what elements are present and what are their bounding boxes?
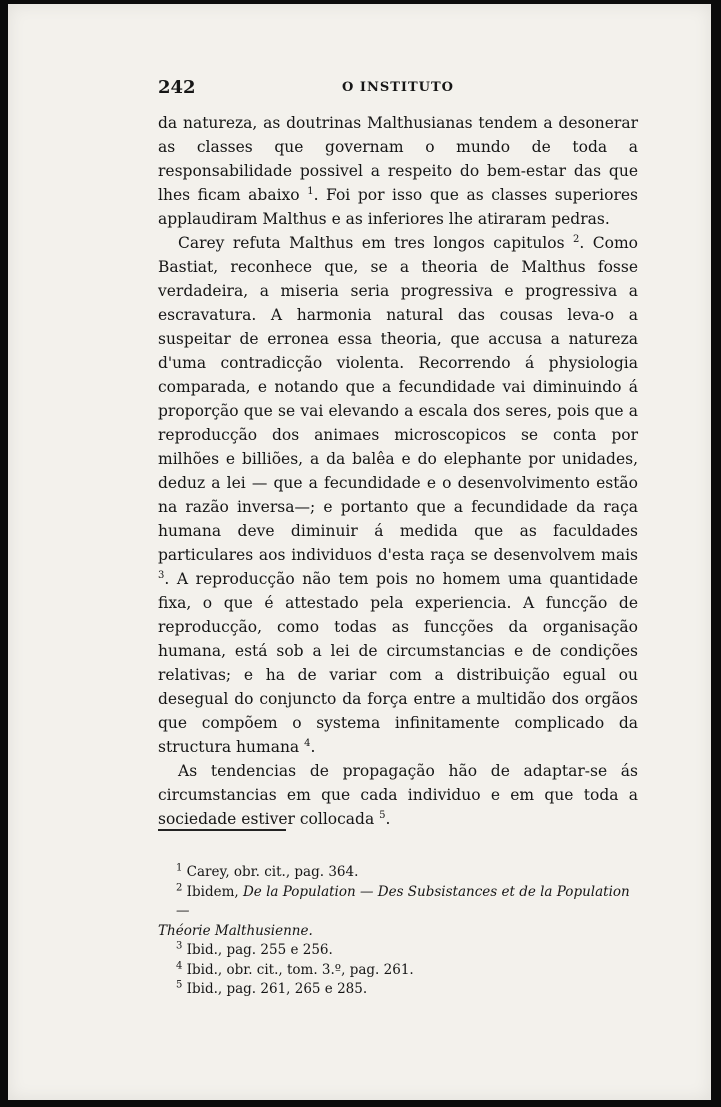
text-run: da natureza, as doutrinas Malthusianas tendem a desonerar as classes que governam o mundo de toda a responsabilidade possivel a respeito do bem-estar das que lhes ficam abaixo [158, 114, 638, 204]
footnote-text: Ibid., obr. cit., tom. 3.º, pag. 261. [186, 961, 414, 978]
page-number: 242 [158, 77, 196, 98]
footnote-number: 4 [176, 960, 183, 971]
footnote-number: 3 [176, 940, 183, 952]
footnote-text: Carey, obr. cit., pag. 364. [186, 864, 359, 880]
footnote-number: 5 [176, 979, 183, 991]
paragraph [158, 759, 638, 831]
footnote-title: Théorie Malthusienne. [158, 922, 313, 939]
footnote-ref: 5 [379, 809, 386, 821]
footnote-number: 2 [176, 882, 183, 893]
text-run: . Foi por isso que as classes superiores applaudiram Malthus e as inferiores lhe atiraram pedras. [158, 186, 638, 228]
footnote-ref: 3 [158, 569, 165, 581]
running-title: O INSTITUTO [342, 80, 454, 95]
text-run: . [385, 810, 391, 828]
text-run: . A reproducção não tem pois no homem uma quantidade fixa, o que é attestado pela experiencia. A funcção de reproducção, como todas as funcções da organisação humana, está sob a lei de circumstancias e de condições relativas; e ha de variar com a distribuição egual ou desegual do conjuncto da força entre a multidão dos orgãos que compõem o systema infinitamente complicado da structura humana [158, 570, 638, 756]
book-page [8, 4, 711, 1100]
footnote [158, 883, 638, 922]
footnote-ref: 1 [307, 185, 314, 197]
footnote-continuation [158, 922, 638, 942]
text-run: . Como Bastiat, reconhece que, se a theoria de Malthus fosse verdadeira, a miseria seria progressiva e progressiva a escravatura. A harmonia natural das cousas leva-o a suspeitar de erronea essa theoria, que accusa a natureza d'uma contradicção violenta. Recorrendo á physiologia comparada, e notando que a fecundidade vai diminuindo á proporção que se vai elevando a escala dos seres, pois que a reproducção dos animaes microscopicos se conta por milhões e billiões, a da balêa e do elephante por unidades, deduz a lei — que a fecundidade e o desenvolvimento estão na razão inversa—; e portanto que a fecundidade da raça humana deve diminuir á medida que as faculdades particulares aos individuos d'esta raça se desenvolvem mais [158, 234, 638, 564]
footnote-text: Ibid., pag. 261, 265 e 285. [186, 981, 368, 997]
footnote [158, 961, 638, 981]
page-header [158, 77, 638, 99]
footnote-text: Ibidem, [186, 883, 243, 900]
paragraph [158, 111, 638, 231]
footnote [158, 863, 638, 883]
paragraph [158, 231, 638, 759]
body-text [158, 111, 638, 831]
footnote [158, 980, 638, 1000]
footnote-text: Ibid., pag. 255 e 256. [186, 942, 333, 958]
text-run: . [310, 738, 316, 756]
footnotes [158, 863, 638, 1000]
footnote-title: De la Population — Des Subsistances et de la Population — [176, 883, 630, 919]
text-run: Carey refuta Malthus em tres longos capitulos [178, 234, 574, 252]
footnote-divider [158, 829, 286, 831]
footnote [158, 941, 638, 961]
text-run: As tendencias de propagação hão de adaptar-se ás circumstancias em que cada individuo e em que toda a sociedade estiver collocada [158, 762, 638, 828]
footnote-ref: 2 [573, 233, 580, 245]
footnote-ref: 4 [304, 737, 311, 749]
footnote-number: 1 [176, 862, 183, 874]
